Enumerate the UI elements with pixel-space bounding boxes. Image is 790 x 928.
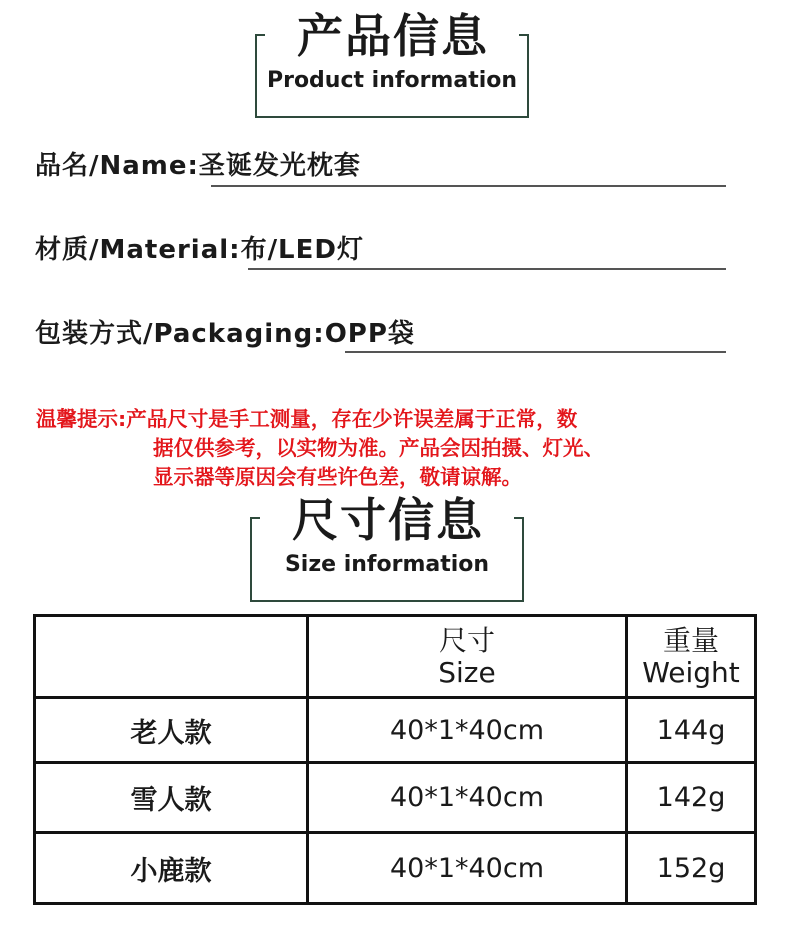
name-underline (211, 185, 726, 187)
product-info-title: 产品信息 (290, 10, 496, 62)
table-row (35, 763, 756, 833)
row-weight: 142g (627, 763, 756, 833)
size-table (33, 614, 757, 905)
notice-line-1: 温馨提示:产品尺寸是手工测量，存在少许误差属于正常，数 (36, 407, 578, 431)
size-notice (36, 405, 756, 492)
header-size-en: Size (438, 655, 496, 689)
row-weight: 144g (627, 698, 756, 763)
header-weight-cn: 重量 (662, 623, 719, 657)
product-name-row: 品名/Name:圣诞发光枕套 (35, 151, 361, 181)
size-info-title: 尺寸信息 (285, 494, 491, 546)
header-weight-en: Weight (642, 655, 740, 689)
row-weight: 152g (627, 833, 756, 904)
header-size-cell (308, 616, 627, 698)
notice-line-2: 据仅供参考，以实物为准。产品会因拍摄、灯光、 (153, 436, 604, 460)
packaging-row: 包装方式/Packaging:OPP袋 (35, 319, 415, 349)
material-row: 材质/Material:布/LED灯 (35, 235, 364, 265)
row-name: 小鹿款 (35, 833, 308, 904)
packaging-underline (345, 351, 726, 353)
header-empty-cell (35, 616, 308, 698)
row-name: 老人款 (35, 698, 308, 763)
header-size-cn: 尺寸 (438, 623, 495, 657)
table-header-row (35, 616, 756, 698)
material-underline (248, 268, 726, 270)
row-size: 40*1*40cm (308, 833, 627, 904)
table-row (35, 833, 756, 904)
table-row (35, 698, 756, 763)
header-weight-cell (627, 616, 756, 698)
notice-line-3: 显示器等原因会有些许色差，敬请谅解。 (153, 465, 522, 489)
product-info-subtitle: Product information (266, 68, 518, 93)
size-info-subtitle: Size information (284, 552, 490, 577)
row-name: 雪人款 (35, 763, 308, 833)
row-size: 40*1*40cm (308, 698, 627, 763)
row-size: 40*1*40cm (308, 763, 627, 833)
